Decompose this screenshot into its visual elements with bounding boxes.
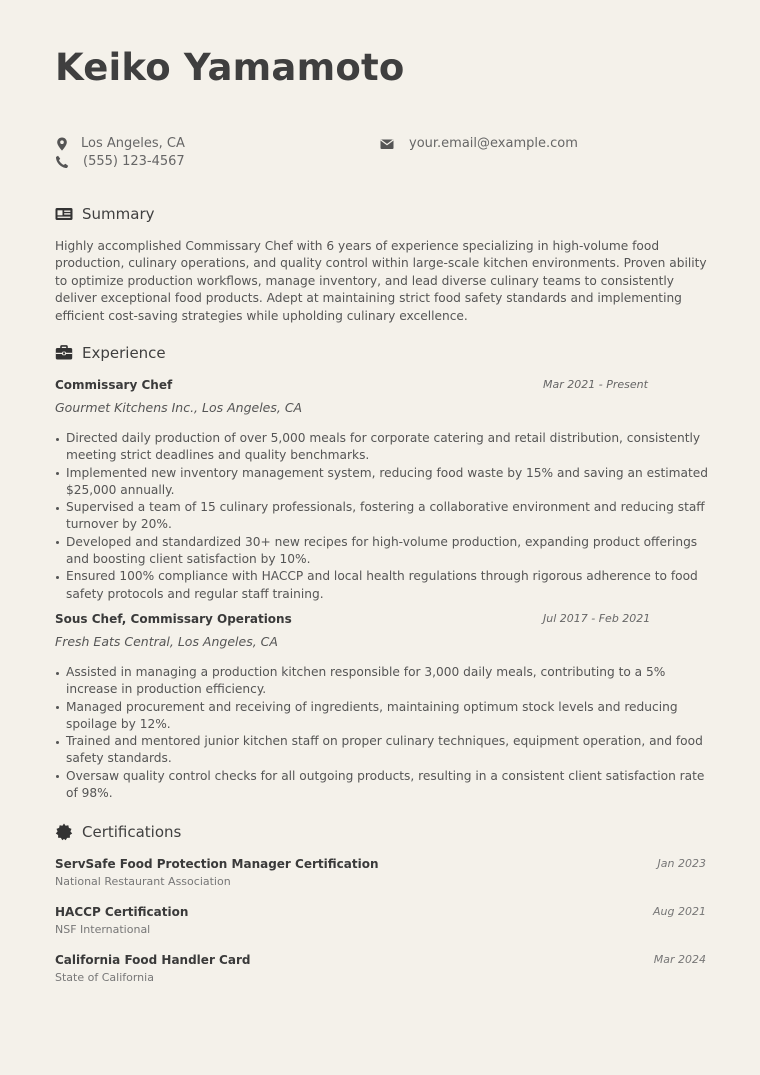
location-text: Los Angeles, CA xyxy=(81,136,185,151)
job-bullets xyxy=(55,664,710,802)
cert-title: ServSafe Food Protection Manager Certification xyxy=(55,857,379,871)
cert-org: National Restaurant Association xyxy=(55,875,231,888)
cert-date: Aug 2021 xyxy=(653,905,706,918)
certifications-title: Certifications xyxy=(82,823,182,841)
briefcase-icon xyxy=(55,344,73,362)
envelope-icon xyxy=(380,137,394,151)
bullet-item: Trained and mentored junior kitchen staff on proper culinary techniques, equipment operation, and food safety standards. xyxy=(55,733,710,768)
cert-title: HACCP Certification xyxy=(55,905,189,919)
cert-date: Jan 2023 xyxy=(657,857,706,870)
id-card-icon xyxy=(55,205,73,223)
contact-phone xyxy=(55,154,185,169)
job-title: Commissary Chef xyxy=(55,378,173,392)
certifications-header xyxy=(55,823,181,841)
job-bullets xyxy=(55,430,710,603)
certificate-badge-icon xyxy=(55,823,73,841)
job-company: Fresh Eats Central, Los Angeles, CA xyxy=(55,634,278,649)
cert-title: California Food Handler Card xyxy=(55,953,251,967)
job-dates: Jul 2017 - Feb 2021 xyxy=(543,612,651,625)
phone-text: (555) 123-4567 xyxy=(83,154,185,169)
bullet-item: Directed daily production of over 5,000 meals for corporate catering and retail distribution, consistently meeting strict deadlines and quality benchmarks. xyxy=(55,430,710,465)
cert-date: Mar 2024 xyxy=(653,953,706,966)
job-dates: Mar 2021 - Present xyxy=(543,378,648,391)
phone-icon xyxy=(55,155,69,169)
summary-header xyxy=(55,205,155,223)
experience-title: Experience xyxy=(82,344,166,362)
map-pin-icon xyxy=(55,137,69,151)
email-link[interactable]: your.email@example.com xyxy=(409,136,578,151)
bullet-item: Oversaw quality control checks for all outgoing products, resulting in a consistent client satisfaction rate of 98%. xyxy=(55,768,710,803)
bullet-item: Ensured 100% compliance with HACCP and local health regulations through rigorous adherence to food safety protocols and regular staff training. xyxy=(55,568,710,603)
summary-title: Summary xyxy=(82,205,155,223)
bullet-item: Developed and standardized 30+ new recipes for high-volume production, expanding product offerings and boosting client satisfaction by 10%. xyxy=(55,534,710,569)
candidate-name: Keiko Yamamoto xyxy=(55,46,405,89)
bullet-item: Managed procurement and receiving of ingredients, maintaining optimum stock levels and reducing spoilage by 12%. xyxy=(55,699,710,734)
bullet-item: Implemented new inventory management system, reducing food waste by 15% and saving an estimated $25,000 annually. xyxy=(55,465,710,500)
cert-org: NSF International xyxy=(55,923,151,936)
contact-email xyxy=(380,136,578,151)
experience-header xyxy=(55,344,166,362)
job-company: Gourmet Kitchens Inc., Los Angeles, CA xyxy=(55,400,303,415)
cert-org: State of California xyxy=(55,971,154,984)
contact-location xyxy=(55,136,185,151)
summary-text: Highly accomplished Commissary Chef with 6 years of experience specializing in high-volume food production, culinary operations, and quality control within large-scale kitchen environments. Proven ability to optimize production workflows, manage inventory, and lead diverse culinary teams to consistently deliver exceptional food products. Adept at maintaining strict food safety standards and implementing efficient cost-saving strategies while upholding culinary excellence. xyxy=(55,239,707,323)
job-title: Sous Chef, Commissary Operations xyxy=(55,612,292,626)
bullet-item: Assisted in managing a production kitchen responsible for 3,000 daily meals, contributing to a 5% increase in production efficiency. xyxy=(55,664,710,699)
bullet-item: Supervised a team of 15 culinary professionals, fostering a collaborative environment and reducing staff turnover by 20%. xyxy=(55,499,710,534)
